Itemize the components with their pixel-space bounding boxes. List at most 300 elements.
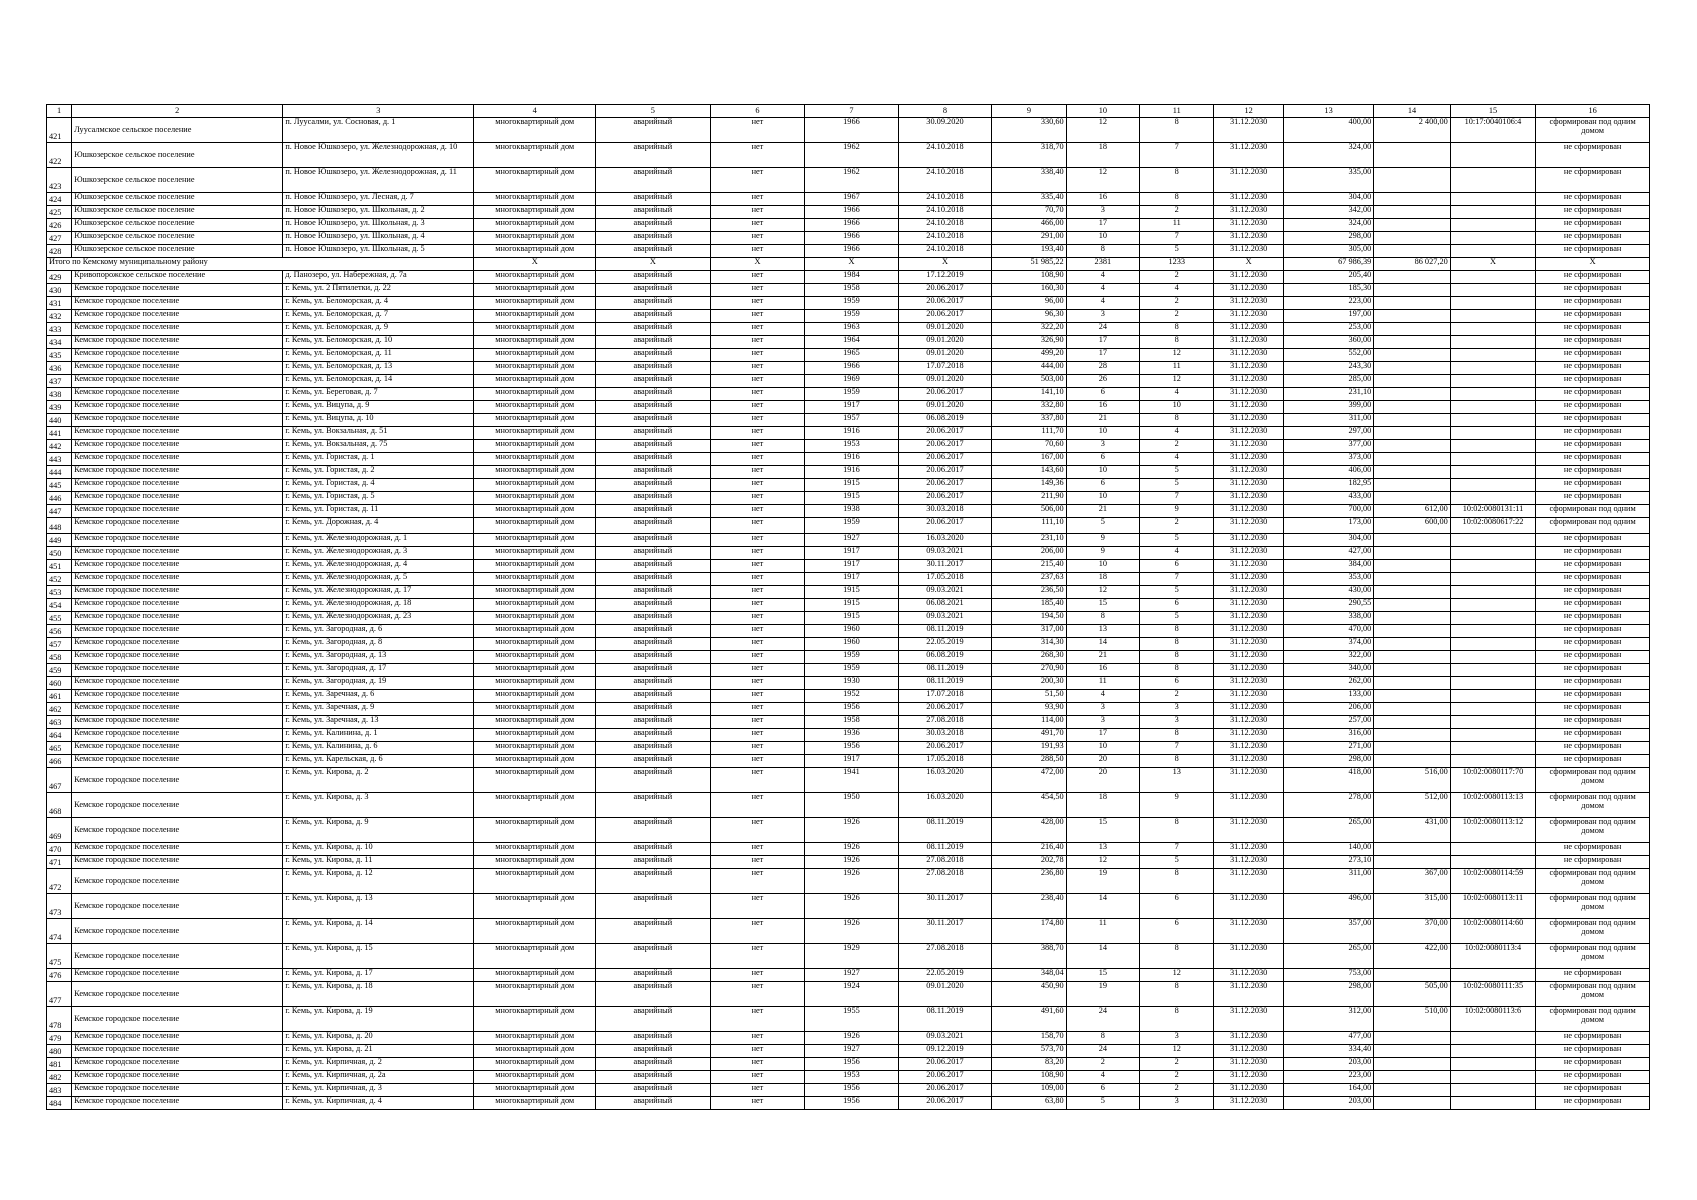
apartments-cell: 7 <box>1140 232 1214 245</box>
area-cell: 111,10 <box>992 518 1066 534</box>
area-cell: 291,00 <box>992 232 1066 245</box>
building-type-cell: многоквартирный дом <box>474 664 596 677</box>
row-number: 455 <box>47 612 72 625</box>
residents-cell: 4 <box>1066 284 1139 297</box>
recognition-date-cell: 20.06.2017 <box>898 310 992 323</box>
building-type-cell: многоквартирный дом <box>474 1007 596 1032</box>
cadastral-number-cell <box>1450 969 1535 982</box>
condition-cell: аварийный <box>596 729 711 742</box>
table-row <box>47 168 1650 193</box>
column-number: 3 <box>283 105 474 118</box>
condition-cell: аварийный <box>596 1071 711 1084</box>
planned-date-cell: 31.12.2030 <box>1214 1032 1283 1045</box>
area-cell: 499,20 <box>992 349 1066 362</box>
building-type-cell: многоквартирный дом <box>474 349 596 362</box>
year-built-cell: 1959 <box>805 310 899 323</box>
land-area-cell <box>1374 479 1450 492</box>
flag-cell: нет <box>710 414 805 427</box>
address-cell: п. Новое Юшкозеро, ул. Школьная, д. 3 <box>283 219 474 232</box>
apartments-cell: 11 <box>1140 362 1214 375</box>
residents-cell: 24 <box>1066 1045 1139 1058</box>
land-area-cell <box>1374 856 1450 869</box>
apartments-cell: 2 <box>1140 1058 1214 1071</box>
apartments-cell: 6 <box>1140 560 1214 573</box>
cadastral-number-cell <box>1450 843 1535 856</box>
row-number: 430 <box>47 284 72 297</box>
table-row <box>47 414 1650 427</box>
year-built-cell: 1962 <box>805 143 899 168</box>
land-status-cell: не сформирован <box>1536 690 1650 703</box>
year-built-cell: 1950 <box>805 793 899 818</box>
cadastral-number-cell <box>1450 310 1535 323</box>
address-cell: г. Кемь, ул. Гористая, д. 5 <box>283 492 474 505</box>
residents-cell: 18 <box>1066 793 1139 818</box>
recognition-date-cell: 17.05.2018 <box>898 755 992 768</box>
address-cell: г. Кемь, ул. Дорожная, д. 4 <box>283 518 474 534</box>
area-cell: 318,70 <box>992 143 1066 168</box>
area-cell: 206,00 <box>992 547 1066 560</box>
recognition-date-cell: 09.03.2021 <box>898 586 992 599</box>
municipality-cell: Юшкозерское сельское поселение <box>72 168 283 193</box>
cadastral-number-cell <box>1450 755 1535 768</box>
land-status-cell: не сформирован <box>1536 401 1650 414</box>
municipality-cell: Кемское городское поселение <box>72 703 283 716</box>
flag-cell: нет <box>710 143 805 168</box>
condition-cell: аварийный <box>596 440 711 453</box>
cadastral-number-cell <box>1450 690 1535 703</box>
apartments-cell: 5 <box>1140 856 1214 869</box>
row-number: 471 <box>47 856 72 869</box>
building-type-cell: многоквартирный дом <box>474 919 596 944</box>
table-row <box>47 1097 1650 1110</box>
land-area-cell: 367,00 <box>1374 869 1450 894</box>
table-row <box>47 599 1650 612</box>
value-cell: 335,00 <box>1283 168 1374 193</box>
residents-cell: 4 <box>1066 690 1139 703</box>
municipality-cell: Кемское городское поселение <box>72 284 283 297</box>
year-built-cell: 1915 <box>805 612 899 625</box>
area-cell: 109,00 <box>992 1084 1066 1097</box>
year-built-cell: 1965 <box>805 349 899 362</box>
planned-date-cell: 31.12.2030 <box>1214 375 1283 388</box>
condition-cell: аварийный <box>596 1097 711 1110</box>
land-area-cell <box>1374 271 1450 284</box>
apartments-cell: 12 <box>1140 1045 1214 1058</box>
cadastral-number-cell: 10:02:0080117:70 <box>1450 768 1535 793</box>
apartments-cell: 13 <box>1140 768 1214 793</box>
flag-cell: нет <box>710 466 805 479</box>
row-number: 444 <box>47 466 72 479</box>
recognition-date-cell: 20.06.2017 <box>898 479 992 492</box>
row-number: 452 <box>47 573 72 586</box>
row-number: 442 <box>47 440 72 453</box>
building-type-cell: многоквартирный дом <box>474 793 596 818</box>
cadastral-number-cell <box>1450 1097 1535 1110</box>
planned-date-cell: 31.12.2030 <box>1214 466 1283 479</box>
planned-date-cell: 31.12.2030 <box>1214 284 1283 297</box>
row-number: 458 <box>47 651 72 664</box>
land-area-cell <box>1374 677 1450 690</box>
row-number: 450 <box>47 547 72 560</box>
recognition-date-cell: 30.09.2020 <box>898 118 992 143</box>
year-built-cell: 1959 <box>805 651 899 664</box>
row-number: 433 <box>47 323 72 336</box>
recognition-date-cell: 06.08.2021 <box>898 599 992 612</box>
address-cell: д. Панозеро, ул. Набережная, д. 7а <box>283 271 474 284</box>
apartments-cell: 8 <box>1140 193 1214 206</box>
municipality-cell: Кемское городское поселение <box>72 716 283 729</box>
apartments-cell: 2 <box>1140 1084 1214 1097</box>
address-cell: г. Кемь, ул. Заречная, д. 6 <box>283 690 474 703</box>
building-type-cell: многоквартирный дом <box>474 310 596 323</box>
table-row <box>47 427 1650 440</box>
apartments-cell: 2 <box>1140 1071 1214 1084</box>
area-cell: 158,70 <box>992 1032 1066 1045</box>
land-status-cell: не сформирован <box>1536 1045 1650 1058</box>
condition-cell: аварийный <box>596 560 711 573</box>
planned-date-cell: 31.12.2030 <box>1214 677 1283 690</box>
building-type-cell: многоквартирный дом <box>474 690 596 703</box>
condition-cell: аварийный <box>596 843 711 856</box>
row-number: 440 <box>47 414 72 427</box>
year-built-cell: 1917 <box>805 755 899 768</box>
cadastral-number-cell <box>1450 466 1535 479</box>
address-cell: п. Новое Юшкозеро, ул. Школьная, д. 2 <box>283 206 474 219</box>
flag-cell: нет <box>710 690 805 703</box>
recognition-date-cell: 08.11.2019 <box>898 843 992 856</box>
flag-cell: нет <box>710 944 805 969</box>
building-type-cell: многоквартирный дом <box>474 193 596 206</box>
value-cell: 271,00 <box>1283 742 1374 755</box>
land-status-cell: не сформирован <box>1536 586 1650 599</box>
row-number: 445 <box>47 479 72 492</box>
apartments-cell: 6 <box>1140 894 1214 919</box>
table-row <box>47 625 1650 638</box>
recognition-date-cell: 09.12.2019 <box>898 1045 992 1058</box>
planned-date-cell: 31.12.2030 <box>1214 1071 1283 1084</box>
residents-cell: 15 <box>1066 818 1139 843</box>
land-status-cell: не сформирован <box>1536 1058 1650 1071</box>
address-cell: п. Новое Юшкозеро, ул. Железнодорожная, д. 10 <box>283 143 474 168</box>
table-row <box>47 1084 1650 1097</box>
value-cell: 357,00 <box>1283 919 1374 944</box>
area-cell: 215,40 <box>992 560 1066 573</box>
total-cell: 86 027,20 <box>1374 258 1450 271</box>
cadastral-number-cell <box>1450 1084 1535 1097</box>
planned-date-cell: 31.12.2030 <box>1214 349 1283 362</box>
residents-cell: 16 <box>1066 193 1139 206</box>
apartments-cell: 8 <box>1140 168 1214 193</box>
apartments-cell: 8 <box>1140 755 1214 768</box>
municipality-cell: Кемское городское поселение <box>72 401 283 414</box>
cadastral-number-cell <box>1450 856 1535 869</box>
planned-date-cell: 31.12.2030 <box>1214 219 1283 232</box>
flag-cell: нет <box>710 703 805 716</box>
value-cell: 430,00 <box>1283 586 1374 599</box>
planned-date-cell: 31.12.2030 <box>1214 573 1283 586</box>
planned-date-cell: 31.12.2030 <box>1214 944 1283 969</box>
land-area-cell <box>1374 375 1450 388</box>
planned-date-cell: 31.12.2030 <box>1214 969 1283 982</box>
municipality-cell: Кемское городское поселение <box>72 856 283 869</box>
area-cell: 317,00 <box>992 625 1066 638</box>
row-number: 466 <box>47 755 72 768</box>
residents-cell: 15 <box>1066 969 1139 982</box>
cadastral-number-cell: 10:02:0080113:6 <box>1450 1007 1535 1032</box>
condition-cell: аварийный <box>596 651 711 664</box>
land-area-cell <box>1374 284 1450 297</box>
cadastral-number-cell <box>1450 479 1535 492</box>
apartments-cell: 4 <box>1140 453 1214 466</box>
land-status-cell: не сформирован <box>1536 664 1650 677</box>
municipality-cell: Кемское городское поселение <box>72 297 283 310</box>
value-cell: 285,00 <box>1283 375 1374 388</box>
planned-date-cell: 31.12.2030 <box>1214 297 1283 310</box>
building-type-cell: многоквартирный дом <box>474 547 596 560</box>
address-cell: г. Кемь, ул. Железнодорожная, д. 23 <box>283 612 474 625</box>
area-cell: 268,30 <box>992 651 1066 664</box>
cadastral-number-cell <box>1450 271 1535 284</box>
district-total-row <box>47 258 1650 271</box>
building-type-cell: многоквартирный дом <box>474 1097 596 1110</box>
recognition-date-cell: 09.01.2020 <box>898 375 992 388</box>
flag-cell: нет <box>710 336 805 349</box>
value-cell: 700,00 <box>1283 505 1374 518</box>
address-cell: г. Кемь, ул. Кирова, д. 19 <box>283 1007 474 1032</box>
cadastral-number-cell <box>1450 349 1535 362</box>
cadastral-number-cell <box>1450 492 1535 505</box>
flag-cell: нет <box>710 271 805 284</box>
row-number: 472 <box>47 869 72 894</box>
apartments-cell: 7 <box>1140 492 1214 505</box>
condition-cell: аварийный <box>596 573 711 586</box>
column-number: 10 <box>1066 105 1139 118</box>
value-cell: 338,00 <box>1283 612 1374 625</box>
value-cell: 257,00 <box>1283 716 1374 729</box>
land-area-cell <box>1374 232 1450 245</box>
residents-cell: 13 <box>1066 625 1139 638</box>
residents-cell: 13 <box>1066 843 1139 856</box>
table-row <box>47 843 1650 856</box>
condition-cell: аварийный <box>596 703 711 716</box>
recognition-date-cell: 20.06.2017 <box>898 1058 992 1071</box>
table-row <box>47 440 1650 453</box>
apartments-cell: 8 <box>1140 414 1214 427</box>
condition-cell: аварийный <box>596 716 711 729</box>
value-cell: 290,55 <box>1283 599 1374 612</box>
address-cell: п. Новое Юшкозеро, ул. Школьная, д. 5 <box>283 245 474 258</box>
flag-cell: нет <box>710 219 805 232</box>
building-type-cell: многоквартирный дом <box>474 1058 596 1071</box>
value-cell: 206,00 <box>1283 703 1374 716</box>
row-number: 465 <box>47 742 72 755</box>
recognition-date-cell: 22.05.2019 <box>898 638 992 651</box>
building-type-cell: многоквартирный дом <box>474 284 596 297</box>
year-built-cell: 1963 <box>805 323 899 336</box>
municipality-cell: Кемское городское поселение <box>72 869 283 894</box>
address-cell: г. Кемь, ул. Загородная, д. 13 <box>283 651 474 664</box>
address-cell: г. Кемь, ул. Вицупа, д. 10 <box>283 414 474 427</box>
municipality-cell: Кемское городское поселение <box>72 651 283 664</box>
year-built-cell: 1956 <box>805 1097 899 1110</box>
land-area-cell <box>1374 297 1450 310</box>
recognition-date-cell: 24.10.2018 <box>898 232 992 245</box>
land-status-cell: сформирован под одним <box>1536 518 1650 534</box>
apartments-cell: 2 <box>1140 690 1214 703</box>
residents-cell: 21 <box>1066 651 1139 664</box>
land-status-cell: сформирован под одним домом <box>1536 919 1650 944</box>
recognition-date-cell: 17.05.2018 <box>898 573 992 586</box>
value-cell: 470,00 <box>1283 625 1374 638</box>
municipality-cell: Юшкозерское сельское поселение <box>72 143 283 168</box>
year-built-cell: 1955 <box>805 1007 899 1032</box>
planned-date-cell: 31.12.2030 <box>1214 599 1283 612</box>
flag-cell: нет <box>710 518 805 534</box>
recognition-date-cell: 20.06.2017 <box>898 440 992 453</box>
condition-cell: аварийный <box>596 453 711 466</box>
residents-cell: 5 <box>1066 518 1139 534</box>
condition-cell: аварийный <box>596 1084 711 1097</box>
condition-cell: аварийный <box>596 518 711 534</box>
column-number: 9 <box>992 105 1066 118</box>
residents-cell: 18 <box>1066 573 1139 586</box>
building-type-cell: многоквартирный дом <box>474 856 596 869</box>
apartments-cell: 7 <box>1140 843 1214 856</box>
cadastral-number-cell: 10:02:0080111:35 <box>1450 982 1535 1007</box>
recognition-date-cell: 27.08.2018 <box>898 716 992 729</box>
recognition-date-cell: 20.06.2017 <box>898 427 992 440</box>
cadastral-number-cell <box>1450 677 1535 690</box>
land-status-cell: не сформирован <box>1536 547 1650 560</box>
land-status-cell: не сформирован <box>1536 323 1650 336</box>
building-type-cell: многоквартирный дом <box>474 944 596 969</box>
year-built-cell: 1915 <box>805 599 899 612</box>
area-cell: 338,40 <box>992 168 1066 193</box>
condition-cell: аварийный <box>596 1058 711 1071</box>
flag-cell: нет <box>710 206 805 219</box>
land-area-cell <box>1374 143 1450 168</box>
year-built-cell: 1964 <box>805 336 899 349</box>
total-label: Итого по Кемскому муниципальному району <box>47 258 474 271</box>
residents-cell: 3 <box>1066 206 1139 219</box>
planned-date-cell: 31.12.2030 <box>1214 336 1283 349</box>
municipality-cell: Юшкозерское сельское поселение <box>72 232 283 245</box>
value-cell: 197,00 <box>1283 310 1374 323</box>
residents-cell: 9 <box>1066 547 1139 560</box>
land-status-cell: не сформирован <box>1536 375 1650 388</box>
apartments-cell: 4 <box>1140 388 1214 401</box>
value-cell: 400,00 <box>1283 118 1374 143</box>
flag-cell: нет <box>710 362 805 375</box>
building-type-cell: многоквартирный дом <box>474 219 596 232</box>
condition-cell: аварийный <box>596 982 711 1007</box>
table-row <box>47 323 1650 336</box>
total-cell: X <box>805 258 899 271</box>
cadastral-number-cell: 10:02:0080131:11 <box>1450 505 1535 518</box>
residents-cell: 14 <box>1066 894 1139 919</box>
flag-cell: нет <box>710 856 805 869</box>
year-built-cell: 1917 <box>805 401 899 414</box>
cadastral-number-cell <box>1450 143 1535 168</box>
row-number: 474 <box>47 919 72 944</box>
cadastral-number-cell <box>1450 232 1535 245</box>
land-status-cell: не сформирован <box>1536 534 1650 547</box>
total-cell: X <box>710 258 805 271</box>
planned-date-cell: 31.12.2030 <box>1214 869 1283 894</box>
building-type-cell: многоквартирный дом <box>474 414 596 427</box>
planned-date-cell: 31.12.2030 <box>1214 560 1283 573</box>
year-built-cell: 1966 <box>805 245 899 258</box>
row-number: 421 <box>47 118 72 143</box>
municipality-cell: Кемское городское поселение <box>72 362 283 375</box>
land-area-cell <box>1374 349 1450 362</box>
recognition-date-cell: 30.03.2018 <box>898 505 992 518</box>
table-row <box>47 573 1650 586</box>
land-area-cell <box>1374 1097 1450 1110</box>
year-built-cell: 1960 <box>805 638 899 651</box>
year-built-cell: 1967 <box>805 193 899 206</box>
year-built-cell: 1926 <box>805 1032 899 1045</box>
value-cell: 223,00 <box>1283 1071 1374 1084</box>
area-cell: 193,40 <box>992 245 1066 258</box>
flag-cell: нет <box>710 919 805 944</box>
planned-date-cell: 31.12.2030 <box>1214 193 1283 206</box>
area-cell: 236,50 <box>992 586 1066 599</box>
residents-cell: 17 <box>1066 336 1139 349</box>
land-area-cell <box>1374 168 1450 193</box>
planned-date-cell: 31.12.2030 <box>1214 388 1283 401</box>
planned-date-cell: 31.12.2030 <box>1214 232 1283 245</box>
building-type-cell: многоквартирный дом <box>474 245 596 258</box>
area-cell: 160,30 <box>992 284 1066 297</box>
row-number: 425 <box>47 206 72 219</box>
recognition-date-cell: 20.06.2017 <box>898 453 992 466</box>
flag-cell: нет <box>710 193 805 206</box>
apartments-cell: 7 <box>1140 573 1214 586</box>
row-number: 468 <box>47 793 72 818</box>
area-cell: 326,90 <box>992 336 1066 349</box>
condition-cell: аварийный <box>596 869 711 894</box>
building-type-cell: многоквартирный дом <box>474 612 596 625</box>
table-row <box>47 944 1650 969</box>
apartments-cell: 2 <box>1140 297 1214 310</box>
recognition-date-cell: 06.08.2019 <box>898 414 992 427</box>
apartments-cell: 8 <box>1140 118 1214 143</box>
year-built-cell: 1959 <box>805 518 899 534</box>
address-cell: г. Кемь, ул. Загородная, д. 19 <box>283 677 474 690</box>
table-row <box>47 793 1650 818</box>
table-row <box>47 690 1650 703</box>
land-status-cell: не сформирован <box>1536 466 1650 479</box>
cadastral-number-cell: 10:02:0080113:13 <box>1450 793 1535 818</box>
area-cell: 444,00 <box>992 362 1066 375</box>
year-built-cell: 1984 <box>805 271 899 284</box>
year-built-cell: 1927 <box>805 969 899 982</box>
building-type-cell: многоквартирный дом <box>474 651 596 664</box>
flag-cell: нет <box>710 869 805 894</box>
land-status-cell: не сформирован <box>1536 612 1650 625</box>
land-area-cell <box>1374 1032 1450 1045</box>
row-number: 422 <box>47 143 72 168</box>
value-cell: 360,00 <box>1283 336 1374 349</box>
building-type-cell: многоквартирный дом <box>474 427 596 440</box>
table-row <box>47 869 1650 894</box>
building-type-cell: многоквартирный дом <box>474 843 596 856</box>
year-built-cell: 1916 <box>805 466 899 479</box>
residents-cell: 28 <box>1066 362 1139 375</box>
column-number: 5 <box>596 105 711 118</box>
residents-cell: 19 <box>1066 869 1139 894</box>
